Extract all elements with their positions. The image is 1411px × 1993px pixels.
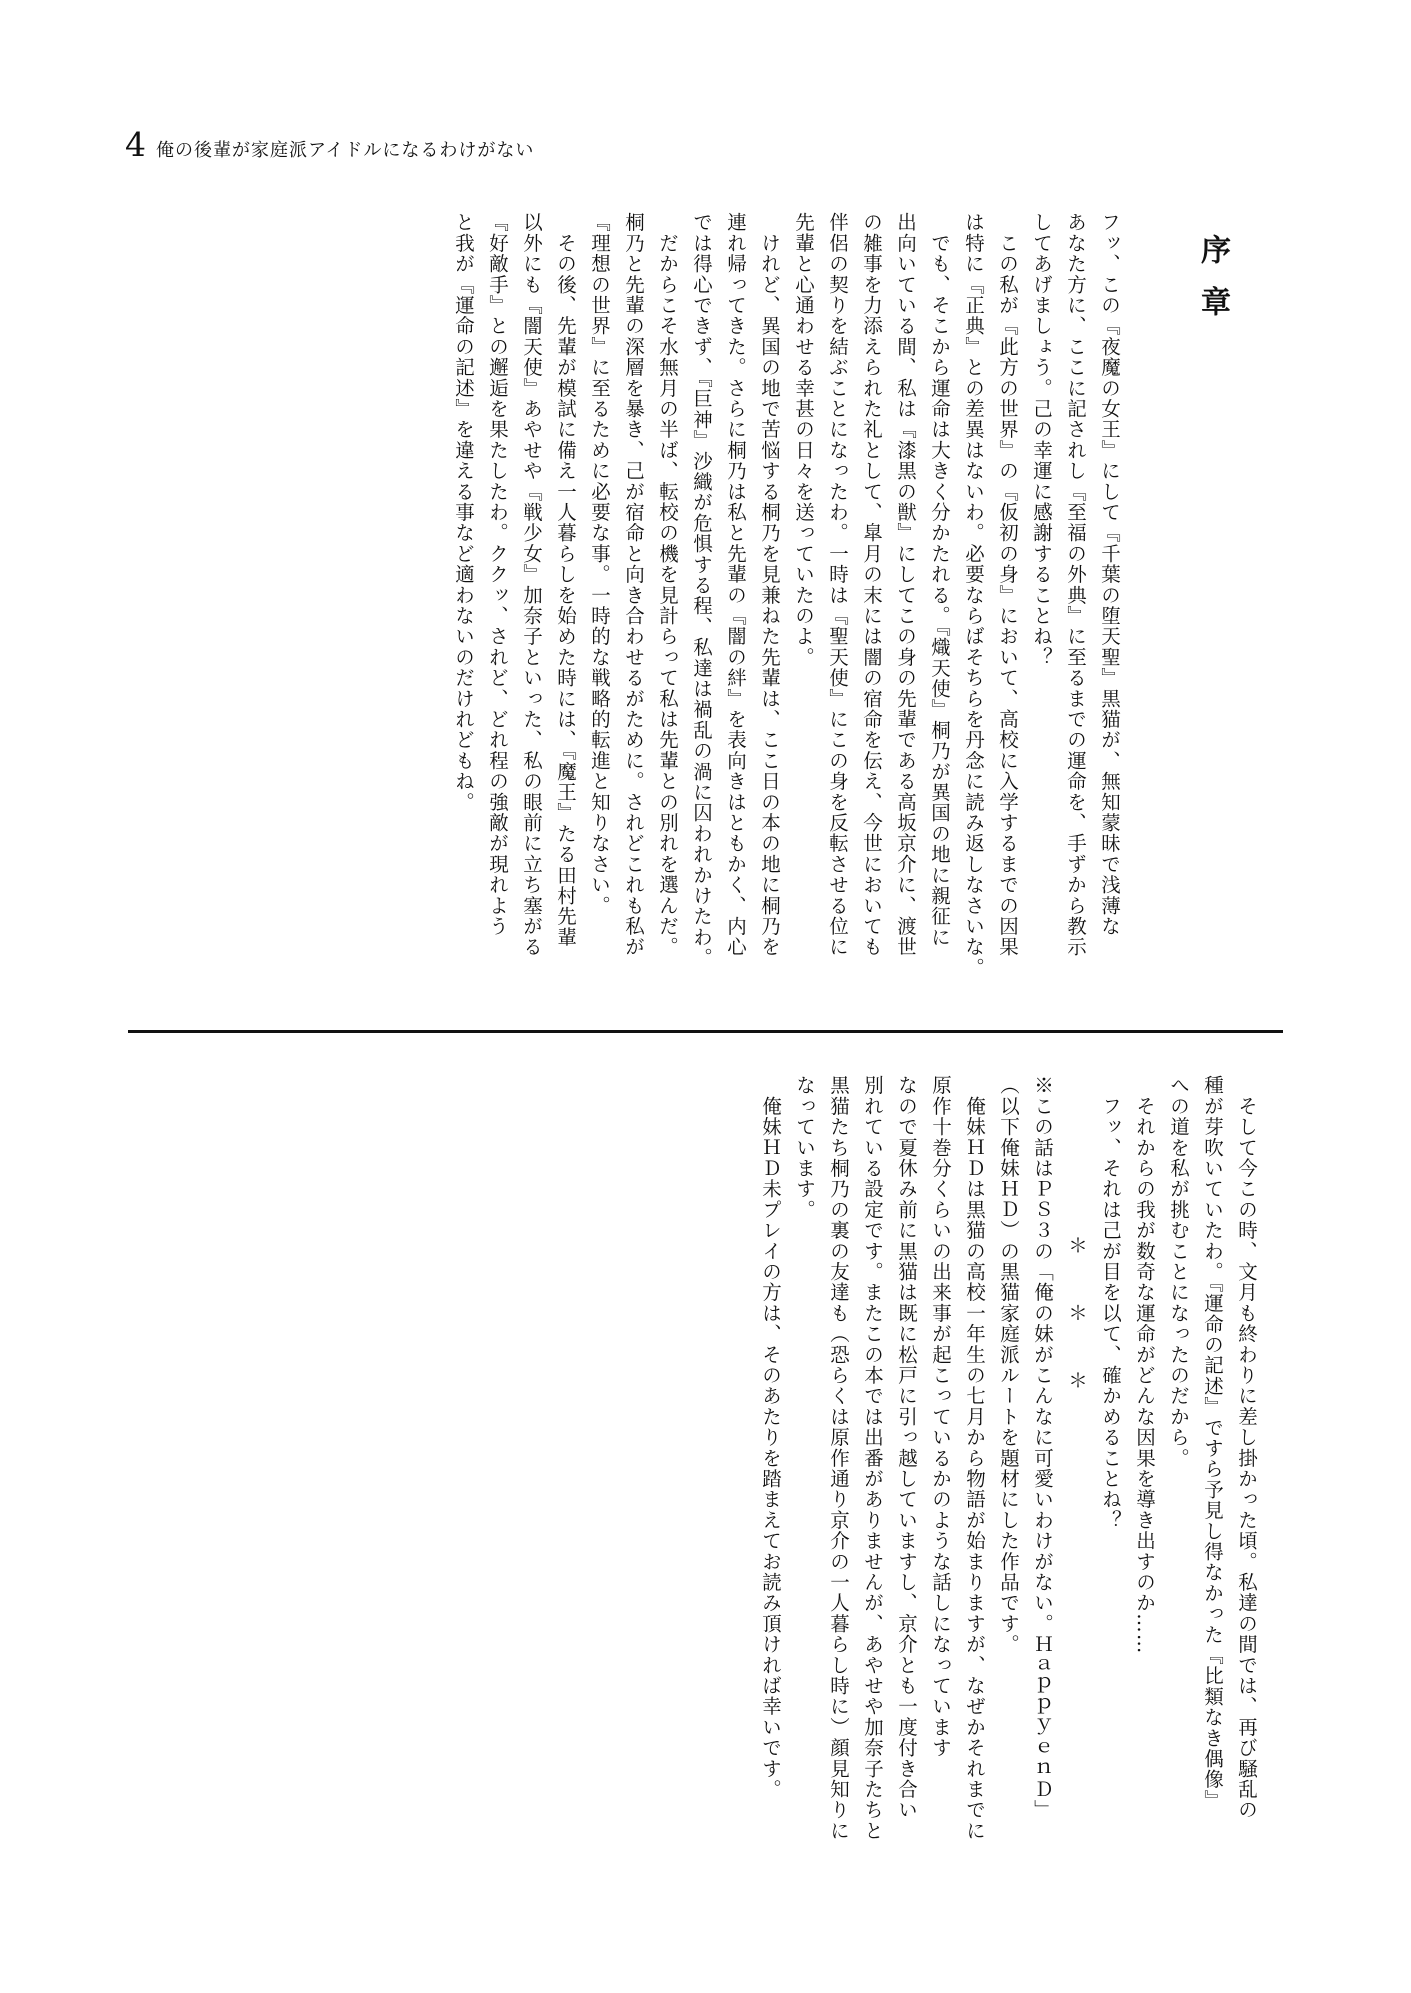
text-line: 出向いている間、私は『漆黒の獣』にしてこの身の先輩である高坂京介に、渡世 bbox=[894, 212, 917, 958]
note-line: なので夏休み前に黒猫は既に松戸に引っ越していますし、京介とも一度付き合い bbox=[895, 1075, 918, 1821]
text-line: への道を私が挑むことになったのだから。 bbox=[1167, 1075, 1190, 1469]
lower-text-block bbox=[753, 1075, 1263, 1895]
text-line: では得心できず、『巨神』沙織が危惧する程、私達は禍乱の渦に囚われかけたわ。 bbox=[690, 212, 713, 969]
running-title: 俺の後輩が家庭派アイドルになるわけがない bbox=[156, 140, 535, 161]
text-line: 連れ帰ってきた。さらに桐乃は私と先輩の『闇の絆』を表向きはともかく、内心 bbox=[724, 212, 747, 958]
note-line: 俺妹ＨＤは黒猫の高校一年生の七月から物語が始まりますが、なぜかそれまでに bbox=[963, 1075, 986, 1841]
text-line: この私が『此方の世界』の『仮初の身』において、高校に入学するまでの因果 bbox=[996, 212, 1019, 958]
text-line: 先輩と心通わせる幸甚の日々を送っていたのよ。 bbox=[792, 212, 815, 668]
page-number: 4 bbox=[125, 125, 146, 164]
text-line: 桐乃と先輩の深層を暴き、己が宿命と向き合わせるがために。されどこれも私が bbox=[622, 212, 645, 958]
text-line: 伴侶の契りを結ぶことになったわ。一時は『聖天使』にこの身を反転させる位に bbox=[826, 212, 849, 958]
text-line: フッ、それは己が目を以て、確かめることね？ bbox=[1099, 1075, 1122, 1531]
text-line: けれど、異国の地で苦悩する桐乃を見兼ねた先輩は、ここ日の本の地に桐乃を bbox=[758, 212, 781, 958]
note-line: なっています。 bbox=[793, 1075, 816, 1220]
section-divider bbox=[128, 1030, 1283, 1033]
text-line: と我が『運命の記述』を違える事など適わないのだけれどもね。 bbox=[452, 212, 475, 813]
text-line: それからの我が数奇な運命がどんな因果を導き出すのか…… bbox=[1133, 1075, 1156, 1655]
text-line: そして今この時、文月も終わりに差し掛かった頃。私達の間では、再び騒乱の bbox=[1235, 1075, 1258, 1821]
note-line: 俺妹ＨＤ未プレイの方は、そのあたりを踏まえてお読み頂ければ幸いです。 bbox=[759, 1075, 782, 1800]
scene-separator: ＊＊＊ bbox=[1065, 1235, 1088, 1438]
note-line: （以下俺妹ＨＤ）の黒猫家庭派ルートを題材にした作品です。 bbox=[997, 1075, 1020, 1655]
note-line: 別れている設定です。またこの本では出番がありませんが、あやせや加奈子たちと bbox=[861, 1075, 884, 1841]
text-line: の雑事を力添えられた礼として、皐月の末には闇の宿命を伝え、今世においても bbox=[860, 212, 883, 958]
note-line: 原作十巻分くらいの出来事が起こっているかのような話しになっています bbox=[929, 1075, 952, 1759]
text-line: は特に『正典』との差異はないわ。必要ならばそちらを丹念に読み返しなさいな。 bbox=[962, 212, 985, 978]
upper-text-block bbox=[446, 212, 1126, 1002]
text-line: あなた方に、ここに記されし『至福の外典』に至るまでの運命を、手ずから教示 bbox=[1064, 212, 1087, 958]
text-line: だからこそ水無月の半ば、転校の機を見計らって私は先輩との別れを選んだ。 bbox=[656, 212, 679, 958]
text-line: でも、そこから運命は大きく分かたれる。『熾天使』桐乃が異国の地に親征に bbox=[928, 212, 951, 948]
note-line: ※この話はＰＳ３の「俺の妹がこんなに可愛いわけがない。ＨａｐｐｙｅｎＤ」 bbox=[1031, 1075, 1054, 1821]
text-line: してあげましょう。己の幸運に感謝することね？ bbox=[1030, 212, 1053, 668]
text-line: その後、先輩が模試に備え一人暮らしを始めた時には、『魔王』たる田村先輩 bbox=[554, 212, 577, 948]
text-line: 種が芽吹いていたわ。『運命の記述』ですら予見し得なかった『比類なき偶像』 bbox=[1201, 1075, 1224, 1811]
chapter-title: 序章 bbox=[1195, 234, 1230, 338]
running-header bbox=[125, 125, 535, 168]
text-line: フッ、この『夜魔の女王』にして『千葉の堕天聖』黒猫が、無知蒙昧で浅薄な bbox=[1098, 212, 1121, 937]
text-line: 『理想の世界』に至るために必要な事。一時的な戦略的転進と知りなさい。 bbox=[588, 212, 611, 916]
text-line: 『好敵手』との邂逅を果たしたわ。ククッ、されど、どれ程の強敵が現れよう bbox=[486, 212, 509, 937]
text-line: 以外にも『闇天使』あやせや『戦少女』加奈子といった、私の眼前に立ち塞がる bbox=[520, 212, 543, 958]
note-line: 黒猫たち桐乃の裏の友達も（恐らくは原作通り京介の一人暮らし時に）顔見知りに bbox=[827, 1075, 850, 1841]
